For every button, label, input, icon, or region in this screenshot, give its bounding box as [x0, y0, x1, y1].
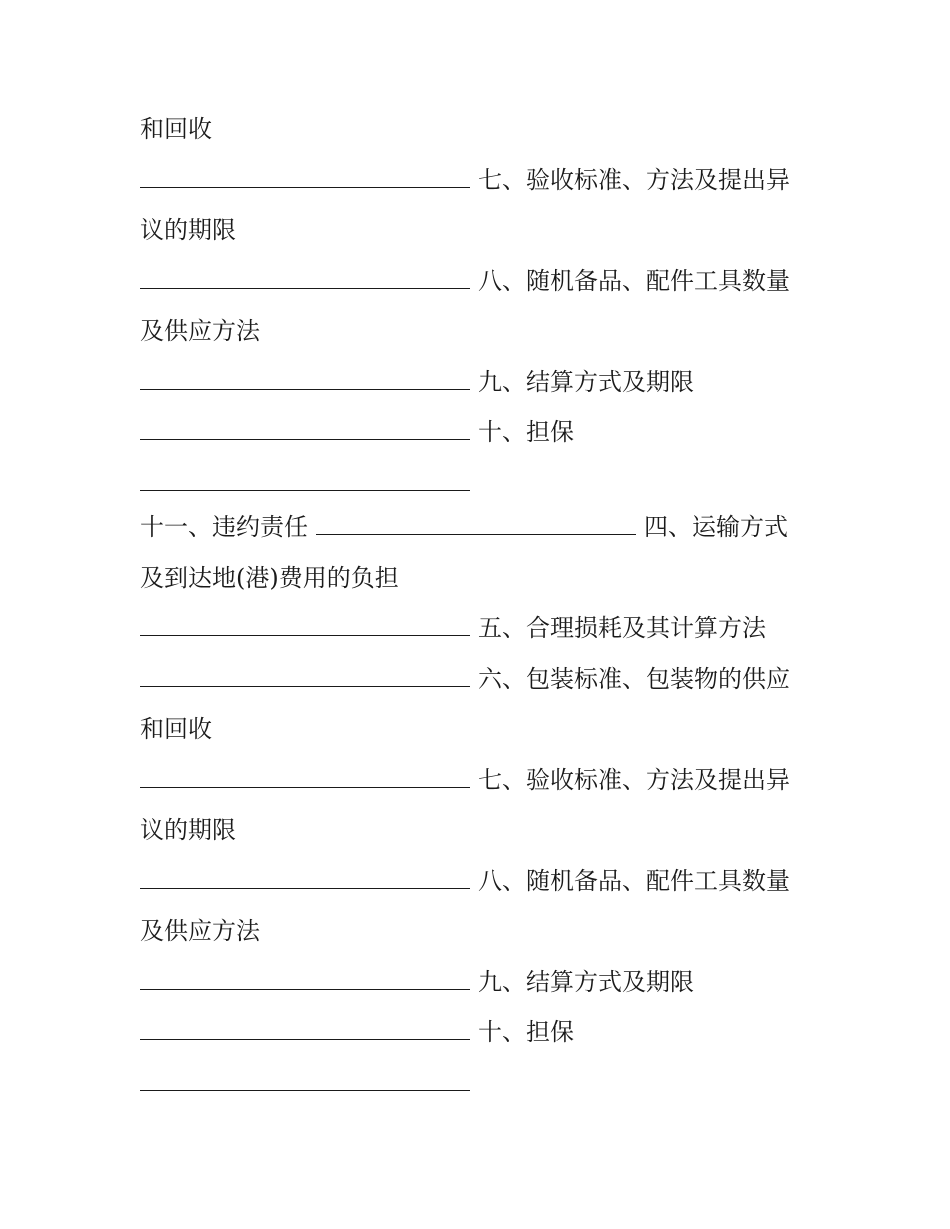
- fill-in-blank[interactable]: [140, 765, 470, 788]
- text-line: [140, 264, 820, 298]
- text-line: [140, 163, 820, 197]
- text-line: [140, 914, 820, 948]
- line-text: 议的期限: [140, 216, 236, 244]
- line-text: 十、担保: [478, 418, 574, 446]
- text-line: [140, 415, 820, 449]
- line-text: 四、运输方式: [644, 513, 788, 541]
- line-text: 九、结算方式及期限: [478, 968, 694, 996]
- fill-in-blank[interactable]: [140, 266, 470, 289]
- text-line: [140, 1066, 820, 1100]
- line-text: 十、担保: [478, 1018, 574, 1046]
- text-line: [140, 662, 820, 696]
- text-line: [140, 1015, 820, 1049]
- fill-in-blank[interactable]: [140, 967, 470, 990]
- line-text: 九、结算方式及期限: [478, 368, 694, 396]
- text-line: [140, 466, 820, 500]
- fill-in-blank[interactable]: [140, 1068, 470, 1091]
- line-text: 七、验收标准、方法及提出异: [478, 166, 790, 194]
- fill-in-blank[interactable]: [140, 866, 470, 889]
- text-line: [140, 314, 820, 348]
- text-line: [140, 864, 820, 898]
- line-text: 议的期限: [140, 816, 236, 844]
- line-text: 六、包装标准、包装物的供应: [478, 665, 790, 693]
- text-line: [140, 510, 820, 544]
- line-text: 和回收: [140, 115, 212, 143]
- fill-in-blank[interactable]: [140, 417, 470, 440]
- text-line: [140, 813, 820, 847]
- text-line: [140, 611, 820, 645]
- line-text: 八、随机备品、配件工具数量: [478, 267, 790, 295]
- fill-in-blank[interactable]: [140, 468, 470, 491]
- fill-in-blank[interactable]: [140, 367, 470, 390]
- fill-in-blank[interactable]: [316, 512, 636, 535]
- text-line: [140, 712, 820, 746]
- line-text: 七、验收标准、方法及提出异: [478, 766, 790, 794]
- text-line: [140, 763, 820, 797]
- text-line: [140, 561, 820, 595]
- fill-in-blank[interactable]: [140, 613, 470, 636]
- line-text: 及供应方法: [140, 917, 260, 945]
- fill-in-blank[interactable]: [140, 165, 470, 188]
- text-line: [140, 213, 820, 247]
- fill-in-blank[interactable]: [140, 1017, 470, 1040]
- text-line: [140, 965, 820, 999]
- line-text: 五、合理损耗及其计算方法: [478, 614, 766, 642]
- fill-in-blank[interactable]: [140, 664, 470, 687]
- text-line: [140, 365, 820, 399]
- text-line: [140, 112, 820, 146]
- line-text: 八、随机备品、配件工具数量: [478, 867, 790, 895]
- line-prefix: 十一、违约责任: [140, 513, 308, 541]
- line-text: 及到达地(港)费用的负担: [140, 564, 399, 592]
- line-text: 及供应方法: [140, 317, 260, 345]
- line-text: 和回收: [140, 715, 212, 743]
